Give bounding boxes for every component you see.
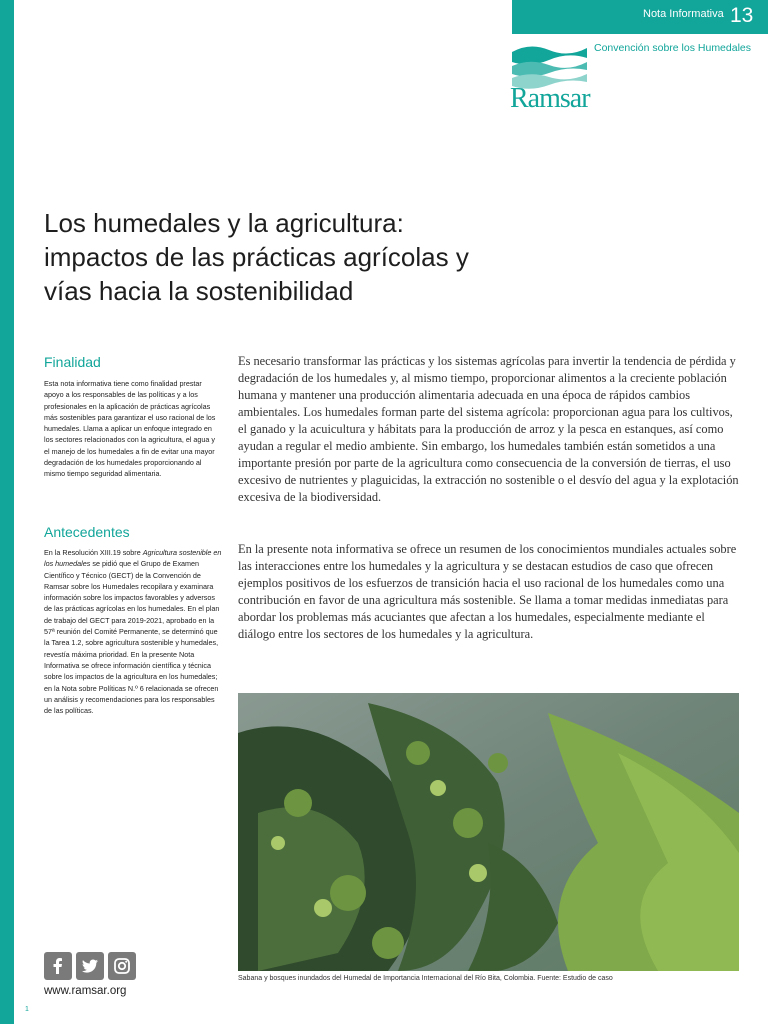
antecedentes-heading: Antecedentes	[44, 524, 130, 540]
body-paragraph-2: En la presente nota informativa se ofrece un resumen de los conocimientos mundiales actuales sobre las interacciones entre los humedales y la agricultura y se destacan estudios de caso que ofrecen ejemplos positivos de los esfuerzos de transición hacia el uso racional de los humedales como una contribución en favor de una agricultura más sostenible. Se llama a tomar medidas inmediatas para abordar los problemas más acuciantes que afectan a los humedales, especialmente mediante el diálogo entre los sectores de los humedales y la agricultura.	[238, 542, 737, 641]
antecedentes-text-start: En la Resolución XIII.19 sobre	[44, 548, 143, 557]
antecedentes-text-rest: se pidió que el Grupo de Examen Científico y Técnico (GECT) de la Convención de Ramsar sobre los Humedales recopilara y examinara información sobre los impactos favorables y adversos de las prácticas agrícolas en los humedales. En el plan de trabajo del GECT para 2019-2021, aprobado en la 57ª reunión del Comité Permanente, se determinó que la Tarea 1.2, sobre agricultura sostenible y humedales, revestía máxima prioridad. En la presente Nota Informativa se ofrece información científica y técnica sobre los impactos de la agricultura en los humedales; en la Nota sobre Políticas N.º 6 relacionada se ofrecen un análisis y recomendaciones para los responsables de las políticas.	[44, 559, 220, 716]
wetland-aerial-photo	[238, 693, 739, 971]
finalidad-heading: Finalidad	[44, 354, 101, 370]
facebook-icon[interactable]	[44, 952, 72, 980]
left-accent-bar	[0, 0, 14, 1024]
photo-caption: Sabana y bosques inundados del Humedal de Importancia Internacional del Río Bita, Colombia. Fuente: Estudio de caso	[238, 975, 613, 982]
document-type-label: Nota Informativa	[643, 8, 724, 20]
body-paragraph-1: Es necesario transformar las prácticas y los sistemas agrícolas para invertir la tendencia de pérdida y degradación de los humedales y, al mismo tiempo, proporcionar alimentos a la creciente población humana y mantener una producción alimentaria adecuada en una época de rápidos cambios ambientales. Los humedales forman parte del sistema agrícola: proporcionan agua para los cultivos, el ganado y la acuicultura y hábitats para la producción de arroz y la pesca en estanques, así como ayudan a regular el medio ambiente. Sin embargo, los humedales también están sometidos a una importante presión por parte de la agricultura como consecuencia de la conversión de tierras, el uso excesivo de nutrientes y plaguicidas, la extracción no sostenible o el desvío del agua y la explotación excesiva de la biodiversidad.	[238, 354, 739, 504]
title-line-2: impactos de las prácticas agrícolas y	[44, 242, 469, 272]
page-title	[44, 206, 604, 308]
website-link[interactable]: www.ramsar.org	[44, 985, 127, 997]
page-number: 1	[25, 1006, 29, 1013]
twitter-icon[interactable]	[76, 952, 104, 980]
document-number: 13	[730, 4, 754, 27]
resolution-title: Agricultura sostenible en los humedales	[44, 548, 222, 569]
ramsar-wordmark: Ramsar	[510, 83, 590, 114]
title-line-1: Los humedales y la agricultura:	[44, 208, 404, 238]
logo-tagline: Convención sobre los Humedales	[594, 42, 752, 54]
title-line-3: vías hacia la sostenibilidad	[44, 276, 354, 306]
social-links	[44, 952, 136, 980]
instagram-icon[interactable]	[108, 952, 136, 980]
antecedentes-text	[44, 547, 222, 716]
finalidad-text: Esta nota informativa tiene como finalidad prestar apoyo a los responsables de las políticas y a los profesionales en la aplicación de prácticas agrícolas más sostenibles para garantizar el uso racional de los humedales. Llama a aplicar un enfoque integrado en los sectores relacionados con la agricultura, el agua y el manejo de los humedales a fin de evitar una mayor degradación de los humedales proporcionando al mismo tiempo seguridad alimentaria.	[44, 379, 216, 479]
